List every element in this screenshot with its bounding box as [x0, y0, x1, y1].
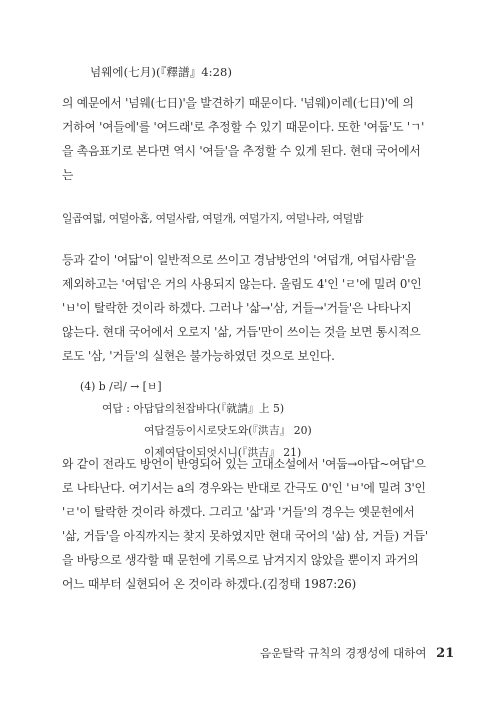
- example-line: 이제여답이되엇시니(『洪吉』 21): [144, 446, 302, 459]
- text-line: '삶, 거듭'을 아직까지는 찾지 못하였지만 현대 국어의 '삶) 삼, 거들) 거듭': [62, 529, 428, 543]
- running-title: 음운탈락 규칙의 경쟁성에 대하여: [260, 646, 427, 660]
- example-line: 여답걸등이시로닷도와(『洪吉』 20): [144, 424, 312, 437]
- text-line: 로 나타난다. 여기서는 a의 경우와는 반대로 간극도 0'인 'ㅂ'에 밀려 3'인: [62, 481, 426, 495]
- text-line: 로도 '삼, '거들'의 실현은 불가능하였던 것으로 보인다.: [62, 349, 335, 363]
- text-line: 와 같이 전라도 방언이 반영되어 있는 고대소설에서 '여둡→아답~여답'으: [62, 457, 426, 471]
- text-line: 을 촉음표기로 본다면 역시 '여들'을 추정할 수 있게 된다. 현대 국어에서: [62, 144, 421, 158]
- page-number: 21: [436, 646, 455, 661]
- text-line: 어느 때부터 실현되어 온 것이라 하겠다.(김정태 1987:26): [62, 577, 356, 591]
- paragraph-3: [62, 452, 452, 596]
- example-heading: (4) b /리/ → [ㅂ]: [80, 380, 162, 393]
- quote-line: 넘웨에(七月)(『釋譜』4:28): [90, 65, 233, 79]
- text-line: 거하여 '여들에'를 '여드래'로 추정할 수 있기 때문이다. 또한 '여둡'도 'ㄱ': [62, 120, 425, 134]
- example-line: 여답 : 아답답의천잡바다(『就請』上 5): [102, 402, 285, 415]
- text-line: 의 예문에서 '넘웨(七日)'을 발견하기 때문이다. '넘웨)이레(七日)'에 의: [62, 96, 414, 110]
- example-block: [80, 376, 312, 464]
- text-line: 제외하고는 '여덥'은 거의 사용되지 않는다. 울림도 4'인 'ㄹ'에 밀려 0'인: [62, 277, 422, 291]
- text-line: 을 바탕으로 생각할 때 문헌에 기록으로 남겨지지 않았을 뿐이지 과거의: [62, 553, 419, 567]
- paragraph-2: [62, 248, 452, 368]
- page-footer: [260, 645, 454, 661]
- text-line: 'ㅂ'이 탈락한 것이라 하겠다. 그러나 '삷→'삼, 거들→'거들'은 나타나지: [62, 301, 412, 315]
- examples-line: 일곱여덟, 여덜아홉, 여덜사람, 여덜개, 여덜가지, 여덜나라, 여덜밤: [62, 212, 363, 225]
- paragraph-1: [62, 91, 452, 187]
- text-line: 'ㄹ'이 탈락한 것이라 하겠다. 그리고 '삷'과 '거들'의 경우는 옛문헌에서: [62, 505, 415, 519]
- text-line: 않는다. 현대 국어에서 오로지 '삶, 거듭'만이 쓰이는 것을 보면 통시적으: [62, 325, 421, 339]
- text-line: 는: [62, 168, 74, 182]
- text-line: 등과 같이 '여닯'이 일반적으로 쓰이고 경남방언의 '여덥개, 여덥사람'을: [62, 253, 417, 267]
